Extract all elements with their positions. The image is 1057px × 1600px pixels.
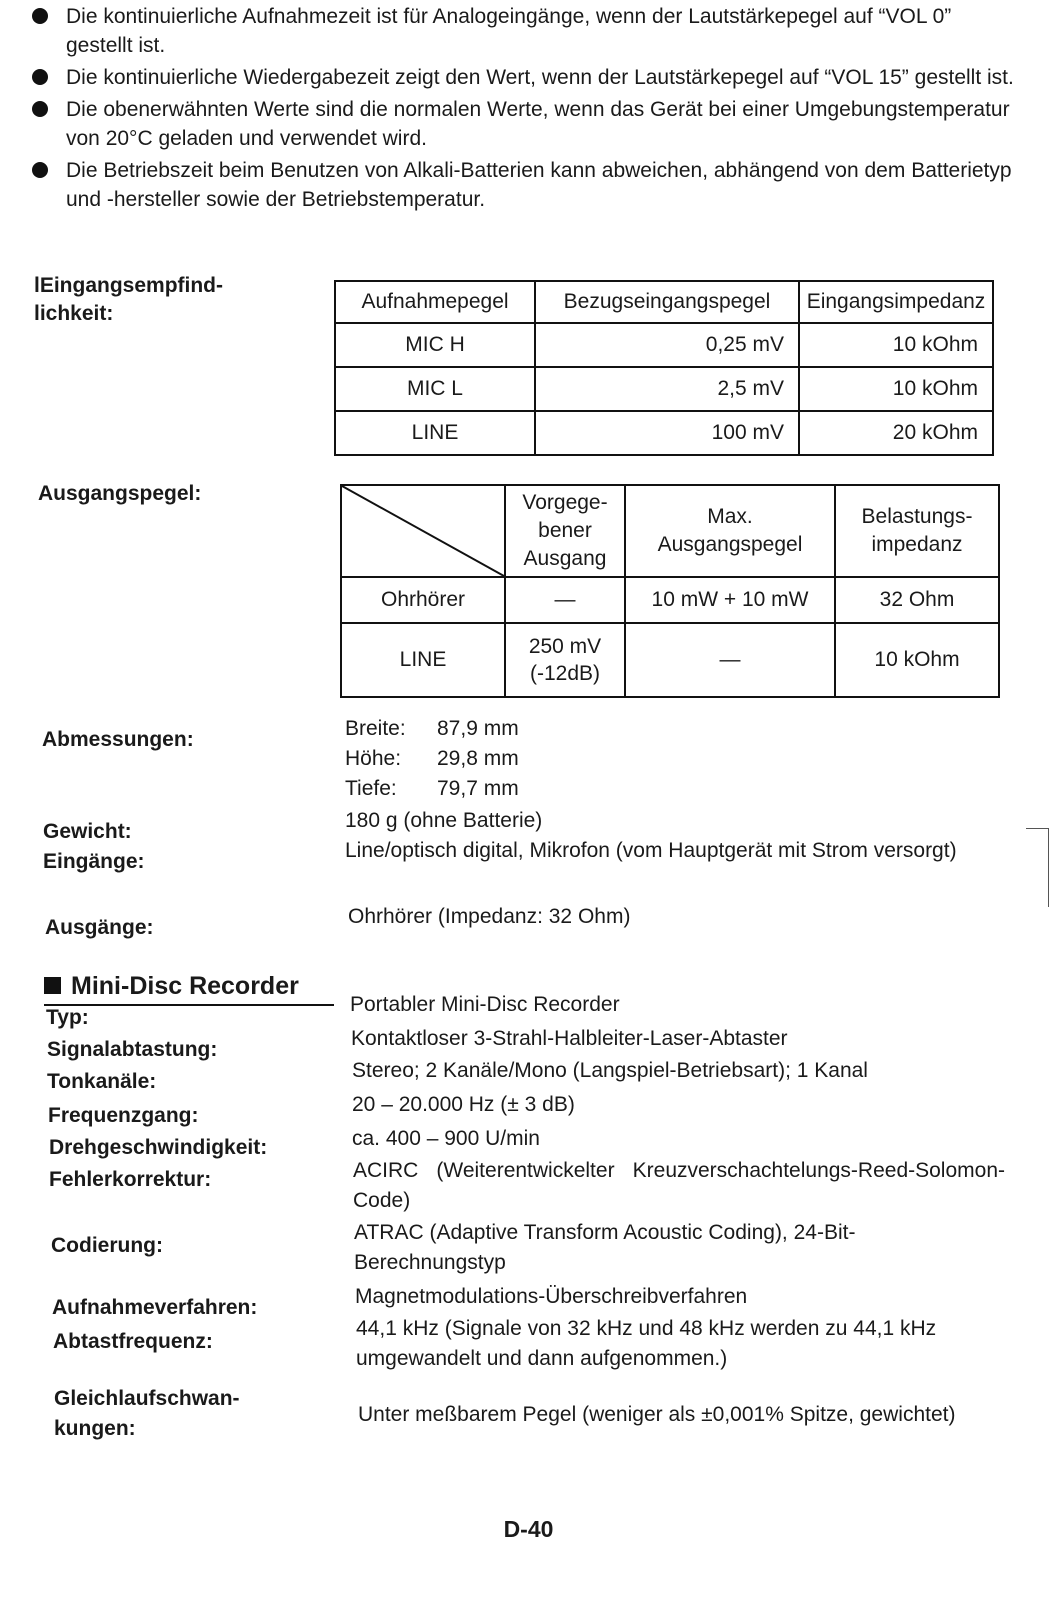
spec-label: Drehgeschwindigkeit: bbox=[49, 1136, 268, 1159]
bullet-icon bbox=[32, 101, 48, 117]
weight-label: Gewicht: bbox=[43, 820, 132, 843]
spec-value: 20 – 20.000 Hz (± 3 dB) bbox=[352, 1093, 575, 1116]
margin-bracket bbox=[1026, 828, 1049, 907]
spec-value: Unter meßbarem Pegel (weniger als ±0,001% Spitze, gewichtet) bbox=[358, 1403, 956, 1426]
dimension-row: Breite: 87,9 mm bbox=[345, 717, 519, 740]
spec-label: Gleichlaufschwan- kungen: bbox=[54, 1387, 240, 1440]
note-item: Die kontinuierliche Aufnahmezeit ist für Analogeingänge, wenn der Lautstärkepegel auf “VOL 0” gestellt ist. bbox=[28, 2, 1018, 60]
spec-value: ca. 400 – 900 U/min bbox=[352, 1127, 540, 1150]
spec-label: Aufnahmeverfahren: bbox=[52, 1296, 258, 1319]
diagonal-line bbox=[342, 486, 504, 576]
bullet-icon bbox=[32, 8, 48, 24]
input-sensitivity-table bbox=[334, 280, 994, 456]
spec-value: ATRAC (Adaptive Transform Acoustic Coding), 24-Bit-Berechnungstyp bbox=[354, 1221, 856, 1274]
outputs-value: Ohrhörer (Impedanz: 32 Ohm) bbox=[348, 905, 631, 928]
spec-label: Abtastfrequenz: bbox=[53, 1330, 213, 1353]
output-level-table bbox=[340, 484, 1000, 698]
notes-list bbox=[28, 2, 1018, 217]
spec-value: Portabler Mini-Disc Recorder bbox=[350, 993, 620, 1016]
dimensions-label: Abmessungen: bbox=[42, 728, 194, 751]
spec-value: 44,1 kHz (Signale von 32 kHz und 48 kHz werden zu 44,1 kHz umgewandelt und dann aufgenommen.) bbox=[356, 1317, 937, 1370]
spec-label: Fehlerkorrektur: bbox=[49, 1168, 212, 1191]
table-row: MIC H 0,25 mV 10 kOhm bbox=[335, 323, 993, 367]
square-bullet-icon bbox=[44, 977, 61, 994]
spec-value: Stereo; 2 Kanäle/Mono (Langspiel-Betriebsart); 1 Kanal bbox=[352, 1059, 868, 1082]
note-item: Die kontinuierliche Wiedergabezeit zeigt den Wert, wenn der Lautstärkepegel auf “VOL 15” gestellt ist. bbox=[28, 63, 1018, 92]
table-row: MIC L 2,5 mV 10 kOhm bbox=[335, 367, 993, 411]
bullet-icon bbox=[32, 162, 48, 178]
note-item: Die Betriebszeit beim Benutzen von Alkali-Batterien kann abweichen, abhängend von dem Batterietyp und -hersteller sowie der Betriebstemperatur. bbox=[28, 156, 1018, 214]
spec-label: Tonkanäle: bbox=[47, 1070, 157, 1093]
spec-value: Kontaktloser 3-Strahl-Halbleiter-Laser-Abtaster bbox=[351, 1027, 788, 1050]
table-row: Ohrhörer — 10 mW + 10 mW 32 Ohm bbox=[341, 577, 999, 623]
bullet-icon bbox=[32, 69, 48, 85]
spec-label: Codierung: bbox=[51, 1234, 163, 1257]
spec-label: Typ: bbox=[46, 1006, 89, 1029]
dimensions-values bbox=[345, 714, 519, 804]
table-header-row: Vorgege- bener Ausgang Max. Ausgangspegel Belastungs- impedanz bbox=[341, 485, 999, 577]
table-row: LINE 100 mV 20 kOhm bbox=[335, 411, 993, 455]
weight-value: 180 g (ohne Batterie) bbox=[345, 809, 543, 832]
note-item: Die obenerwähnten Werte sind die normalen Werte, wenn das Gerät bei einer Umgebungstemperatur von 20°C geladen und verwendet wird. bbox=[28, 95, 1018, 153]
table-row: LINE 250 mV (-12dB) — 10 kOhm bbox=[341, 623, 999, 697]
output-level-label: Ausgangspegel: bbox=[38, 482, 202, 505]
spec-label: Signalabtastung: bbox=[47, 1038, 218, 1061]
table-header-row: Aufnahmepegel Bezugseingangspegel Eingangsimpedanz bbox=[335, 281, 993, 323]
input-sensitivity-label: lEingangsempfind- lichkeit: bbox=[34, 274, 223, 325]
section-title: Mini-Disc Recorder bbox=[44, 972, 334, 1006]
outputs-label: Ausgänge: bbox=[45, 916, 154, 939]
diagonal-cell bbox=[341, 485, 505, 577]
dimension-row: Höhe: 29,8 mm bbox=[345, 747, 519, 770]
spec-label: Frequenzgang: bbox=[48, 1104, 199, 1127]
page-number: D-40 bbox=[503, 1516, 554, 1542]
spec-value: Magnetmodulations-Überschreibverfahren bbox=[355, 1285, 748, 1308]
inputs-value: Line/optisch digital, Mikrofon (vom Hauptgerät mit Strom versorgt) bbox=[345, 839, 957, 862]
dimension-row: Tiefe: 79,7 mm bbox=[345, 777, 519, 800]
inputs-label: Eingänge: bbox=[43, 850, 145, 873]
spec-value: ACIRC (Weiterentwickelter Kreuzverschachtelungs-Reed-Solomon-Code) bbox=[353, 1159, 1005, 1212]
